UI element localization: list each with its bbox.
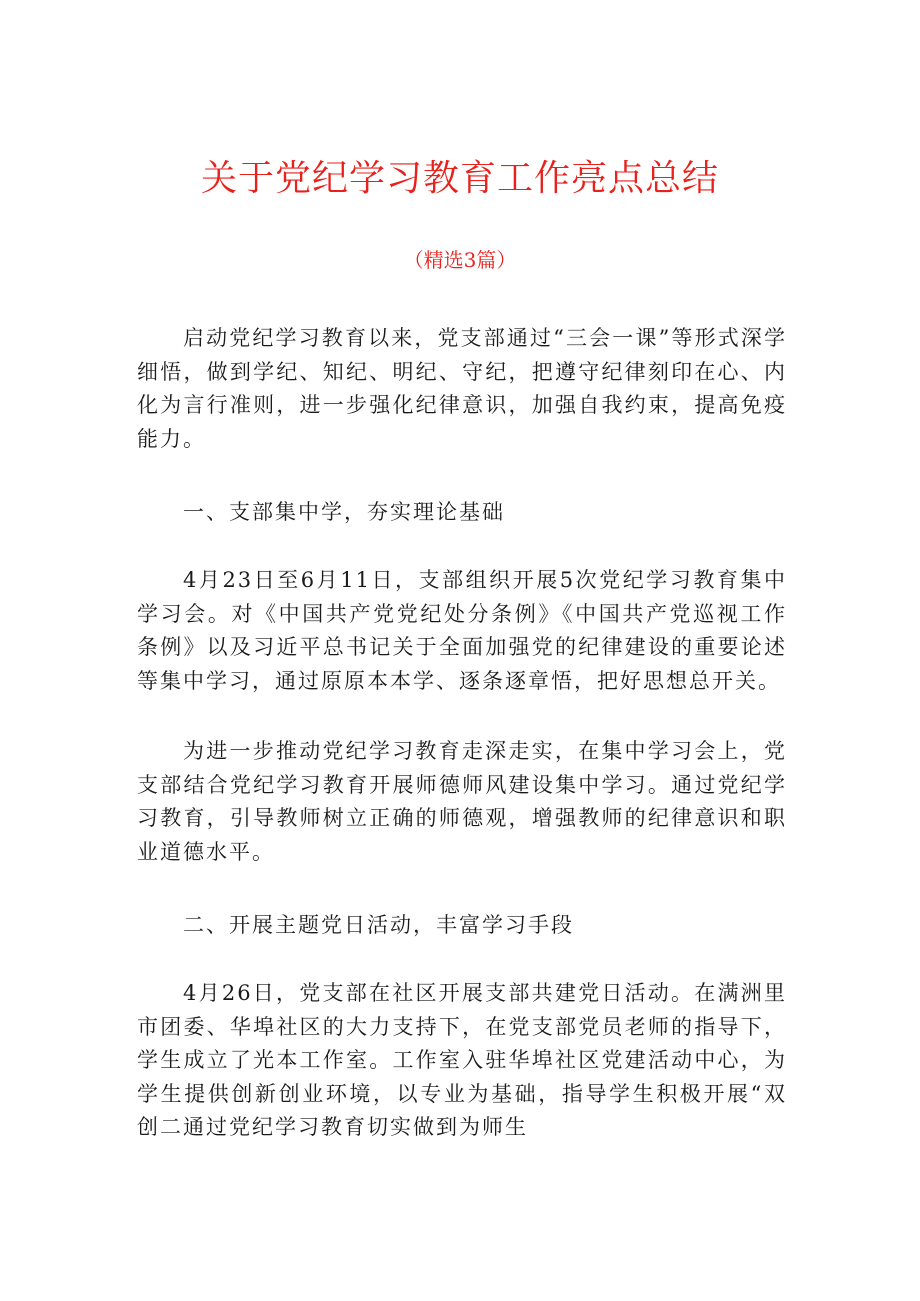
document-title: 关于党纪学习教育工作亮点总结 — [200, 158, 719, 199]
body-paragraph-2: 4月23日至6月11日，支部组织开展5次党纪学习教育集中学习会。对《中国共产党党纪处分条例》《中国共产党巡视工作条例》以及习近平总书记关于全面加强党的纪律建设的重要论述等集中学习，通过原原本本学、逐条逐章悟，把好思想总开关。 — [137, 568, 787, 693]
document-subtitle: （精选3篇） — [403, 248, 517, 272]
body-paragraph-3: 为进一步推动党纪学习教育走深走实，在集中学习会上，党支部结合党纪学习教育开展师德师风建设集中学习。通过党纪学习教育，引导教师树立正确的师德观，增强教师的纪律意识和职业道德水平。 — [137, 739, 787, 864]
section-heading-2: 二、开展主题党日活动，丰富学习手段 — [183, 913, 574, 937]
body-paragraph-4: 4月26日，党支部在社区开展支部共建党日活动。在满洲里市团委、华埠社区的大力支持下，在党支部党员老师的指导下，学生成立了光本工作室。工作室入驻华埠社区党建活动中心，为学生提供创新创业环境，以专业为基础，指导学生积极开展“双创二通过党纪学习教育切实做到为师生 — [137, 981, 787, 1139]
intro-paragraph: 启动党纪学习教育以来，党支部通过“三会一课”等形式深学细悟，做到学纪、知纪、明纪、守纪，把遵守纪律刻印在心、内化为言行准则，进一步强化纪律意识，加强自我约束，提高免疫能力。 — [137, 326, 787, 451]
section-heading-1: 一、支部集中学，夯实理论基础 — [183, 500, 505, 524]
